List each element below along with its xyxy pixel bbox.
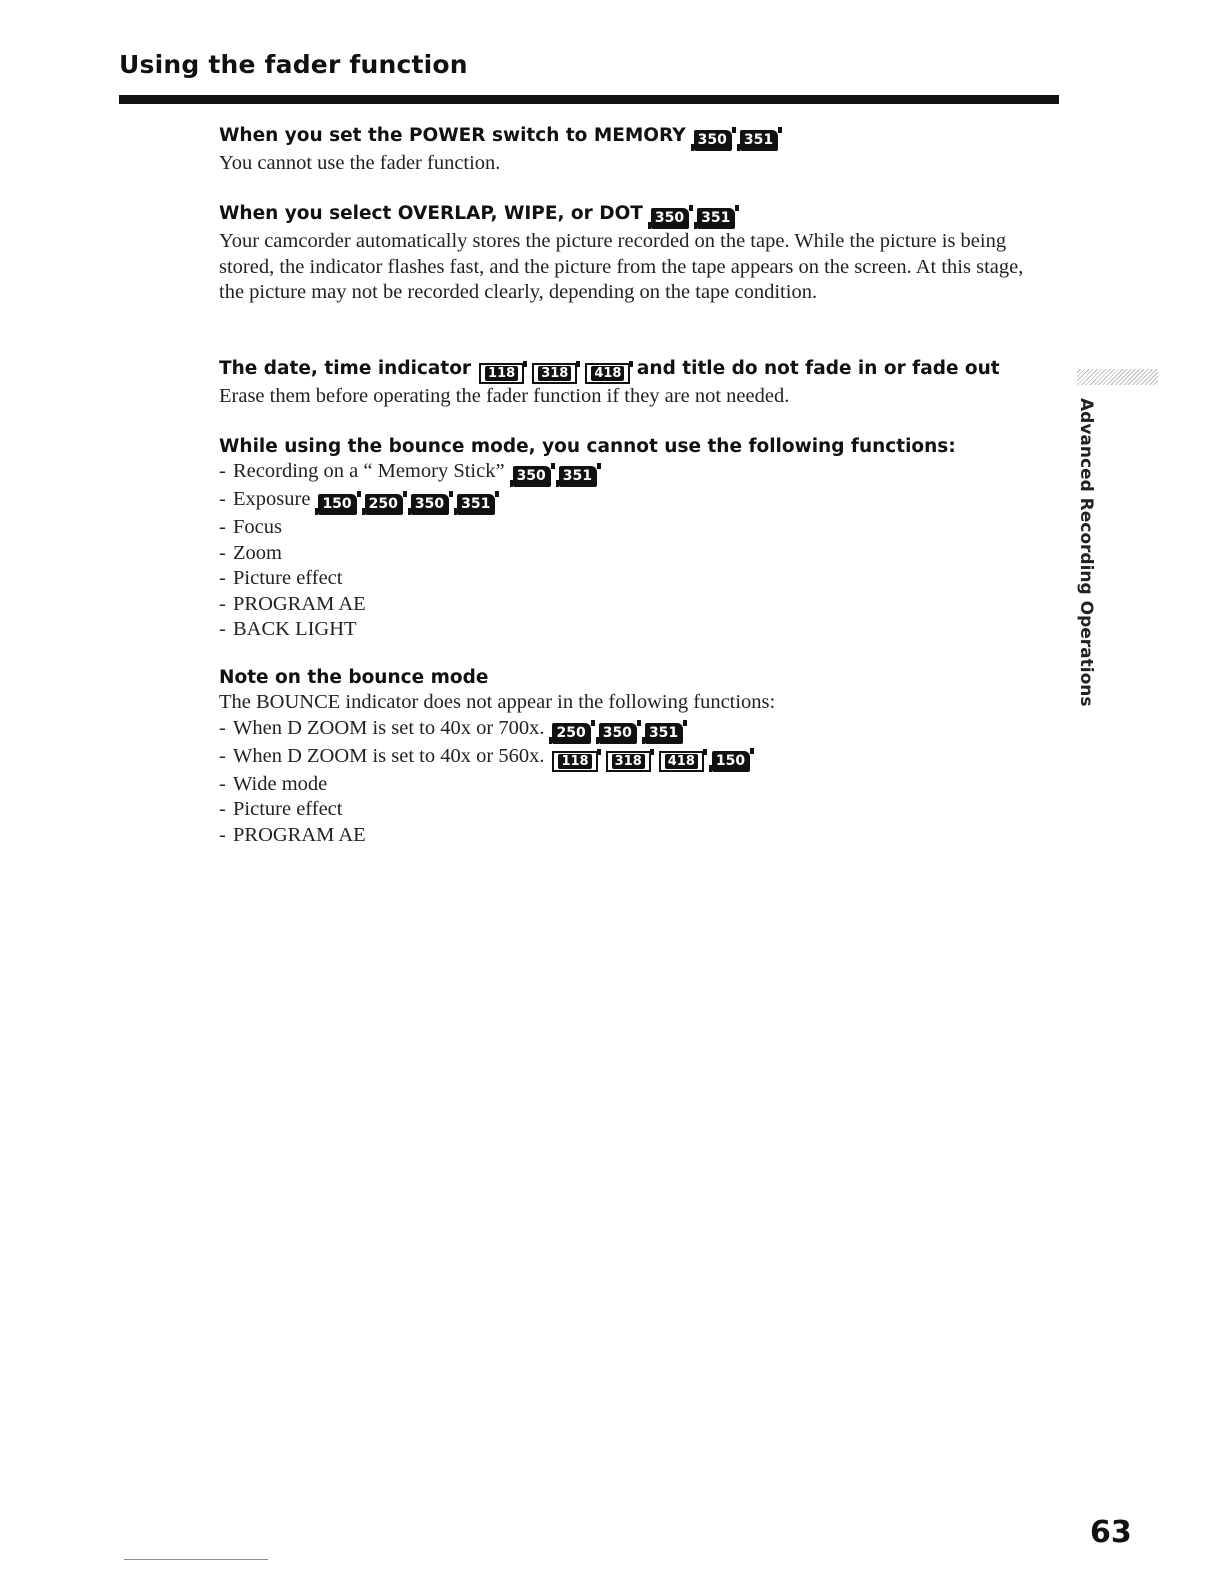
side-tab-stripe <box>1077 369 1158 385</box>
section-intro: The BOUNCE indicator does not appear in the following functions: <box>219 691 776 713</box>
section-date-time-indicator <box>219 357 1059 410</box>
model-badge: 350 <box>513 466 551 487</box>
model-badge: 351 <box>697 208 735 229</box>
list-item: - When D ZOOM is set to 40x or 560x. 118 318 418 150 <box>219 744 1059 772</box>
section-heading <box>219 357 1059 384</box>
section-heading <box>219 124 1059 151</box>
heading-text: and title do not fade in or fade out <box>636 358 1000 379</box>
list-item: - Wide mode <box>219 772 328 795</box>
model-badge: 351 <box>740 130 778 151</box>
list-item: - Zoom <box>219 541 282 564</box>
model-badge: 150 <box>712 751 750 772</box>
model-badge: 351 <box>645 723 683 744</box>
model-badge: 351 <box>559 466 597 487</box>
heading-text: When you set the POWER switch to MEMORY <box>219 125 686 146</box>
page-number: 63 <box>1090 1515 1132 1550</box>
list-item: - Picture effect <box>219 567 343 589</box>
list-item: - Focus <box>219 516 282 538</box>
model-badge: 250 <box>552 723 590 744</box>
model-badge: 418 <box>585 363 630 384</box>
section-heading <box>219 202 1059 229</box>
section-body: You cannot use the fader function. <box>219 152 501 174</box>
title-rule <box>119 95 1059 104</box>
list-item: - PROGRAM AE <box>219 592 366 615</box>
list-item: - PROGRAM AE <box>219 823 366 846</box>
list-item: - Recording on a “ Memory Stick” 350 351 <box>219 459 1059 487</box>
section-heading: While using the bounce mode, you cannot use the following functions: <box>219 436 956 457</box>
model-badge: 350 <box>694 130 732 151</box>
model-badge: 350 <box>599 723 637 744</box>
model-badge: 318 <box>606 751 651 772</box>
section-power-memory <box>219 124 1059 177</box>
list-item: - Exposure 150 250 350 351 <box>219 487 1059 515</box>
side-tab-label: Advanced Recording Operations <box>1076 398 1096 707</box>
list-item: - Picture effect <box>219 798 343 820</box>
model-badge: 350 <box>411 494 449 515</box>
section-overlap-wipe-dot <box>219 202 1059 306</box>
heading-text: When you select OVERLAP, WIPE, or DOT <box>219 203 643 224</box>
section-body: Your camcorder automatically stores the picture recorded on the tape. While the picture is being stored, the indicator flashes fast, and the picture from the tape appears on the screen. At this stage, the picture may not be recorded clearly, depending on the tape condition. <box>219 230 1024 303</box>
list-item: - BACK LIGHT <box>219 618 357 640</box>
model-badge: 118 <box>479 363 524 384</box>
heading-text: The date, time indicator <box>219 358 472 379</box>
section-heading: Note on the bounce mode <box>219 667 489 688</box>
model-badge: 350 <box>651 208 689 229</box>
model-badge: 318 <box>532 363 577 384</box>
page-title: Using the fader function <box>119 50 468 79</box>
section-note-bounce-mode <box>219 666 1059 848</box>
section-body: Erase them before operating the fader function if they are not needed. <box>219 385 790 407</box>
model-badge: 118 <box>552 751 597 772</box>
model-badge: 250 <box>365 494 403 515</box>
list-item: - When D ZOOM is set to 40x or 700x. 250 350 351 <box>219 716 1059 744</box>
model-badge: 351 <box>457 494 495 515</box>
footer-line <box>124 1559 268 1560</box>
model-badge: 150 <box>318 494 356 515</box>
model-badge: 418 <box>659 751 704 772</box>
section-bounce-mode-restrictions <box>219 435 1059 643</box>
